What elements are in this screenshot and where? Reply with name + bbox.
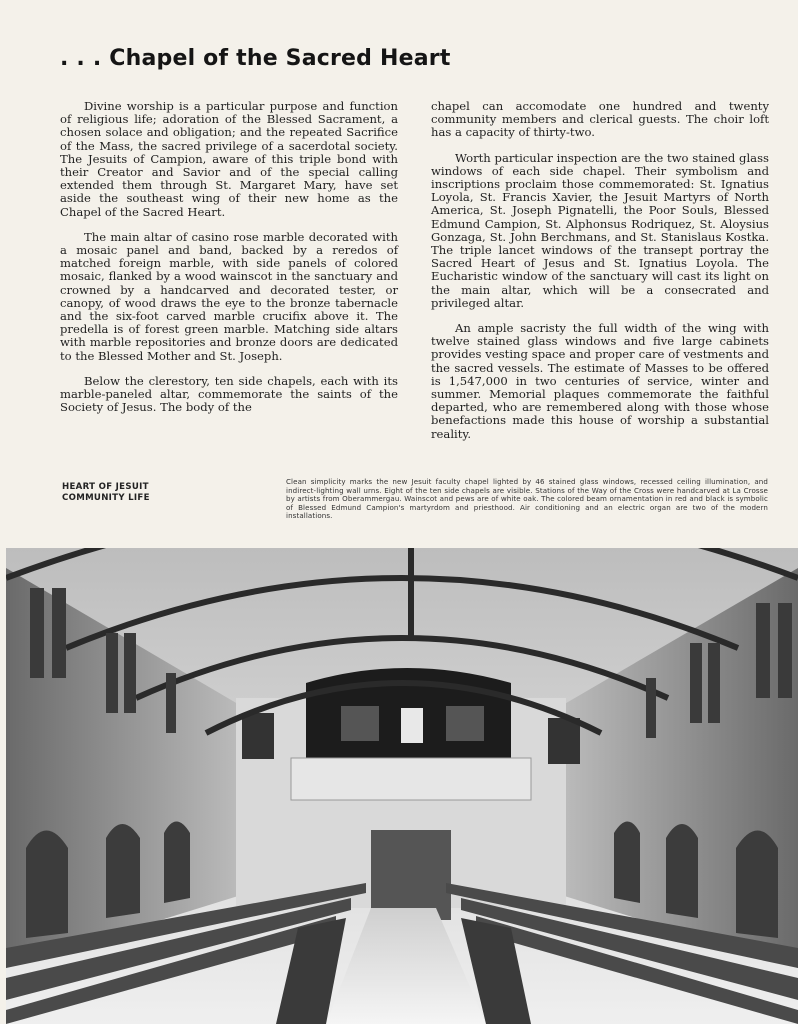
right-text-column xyxy=(431,100,769,453)
chapel-interior-photo xyxy=(6,548,798,1024)
body-paragraph: An ample sacristy the full width of the wing with twelve stained glass windows and five large cabinets provides vesting space and proper care of vestments and the sacred vessels. The estimate of Masses to be offered is 1,547,000 in two centuries of service, winter and summer. Memorial plaques commemorate the faithful departed, who are remembered along with those whose benefactions made this house of worship a substantial reality. xyxy=(431,321,769,441)
body-paragraph: Worth particular inspection are the two stained glass windows of each side chapel. Their symbolism and inscriptions proclaim those commemorated: St. Ignatius Loyola, St. Francis Xavier, the Jesuit Martyrs of North America, St. Joseph Pignatelli, the Poor Souls, Blessed Edmund Campion, St. Alphonsus Rodriquez, St. Aloysius Gonzaga, St. John Berchmans, and St. Stanislaus Kostka. The triple lancet windows of the transept portray the Sacred Heart of Jesus and St. Ignatius Loyola. The Eucharistic window of the sanctuary will cast its light on the main altar, which will be a consecrated and privileged altar. xyxy=(431,150,769,310)
caption-heading-line: HEART OF JESUIT xyxy=(62,482,149,492)
caption-text: Clean simplicity marks the new Jesuit faculty chapel lighted by 46 stained glass windows, recessed ceiling illumination, and indirect-lighting wall urns. Eight of the ten side chapels are visible. Stations of the Way of the Cross were handcarved at La Crosse by artists from Oberammergau. Wainscot and pews are of white oak. The colored beam ornamentation in red and black is symbolic of Blessed Edmund Campion's martyrdom and priesthood. Air conditioning and an electric organ are two of the modern installations. xyxy=(286,477,768,521)
caption-heading xyxy=(62,482,232,504)
body-paragraph: chapel can accomodate one hundred and twenty community members and clerical guests. The choir loft has a capacity of thirty-two. xyxy=(431,99,769,140)
body-paragraph: The main altar of casino rose marble decorated with a mosaic panel and band, backed by a reredos of matched foreign marble, with side panels of colored mosaic, flanked by a wood wainscot in the sanctuary and crowned by a handcarved and decorated tester, or canopy, of wood draws the eye to the bronze tabernacle and the six-foot carved marble crucifix above it. The predella is of forest green marble. Matching side altars with marble repositories and bronze doors are dedicated to the Blessed Mother and St. Joseph. xyxy=(60,229,398,363)
left-text-column xyxy=(60,100,398,426)
page-title: . . . Chapel of the Sacred Heart xyxy=(60,46,451,71)
body-paragraph: Divine worship is a particular purpose and function of religious life; adoration of the Blessed Sacrament, a chosen solace and obligation; and the repeated Sacrifice of the Mass, the sacred privilege of a sacerdotal society. The Jesuits of Campion, aware of this triple bond with their Creator and Savior and of the special calling extended them through St. Margaret Mary, have set aside the southeast wing of their new home as the Chapel of the Sacred Heart. xyxy=(60,99,398,219)
body-paragraph: Below the clerestory, ten side chapels, each with its marble-paneled altar, commemorate the saints of the Society of Jesus. The body of the xyxy=(60,373,398,415)
caption-heading-line: COMMUNITY LIFE xyxy=(62,493,150,503)
